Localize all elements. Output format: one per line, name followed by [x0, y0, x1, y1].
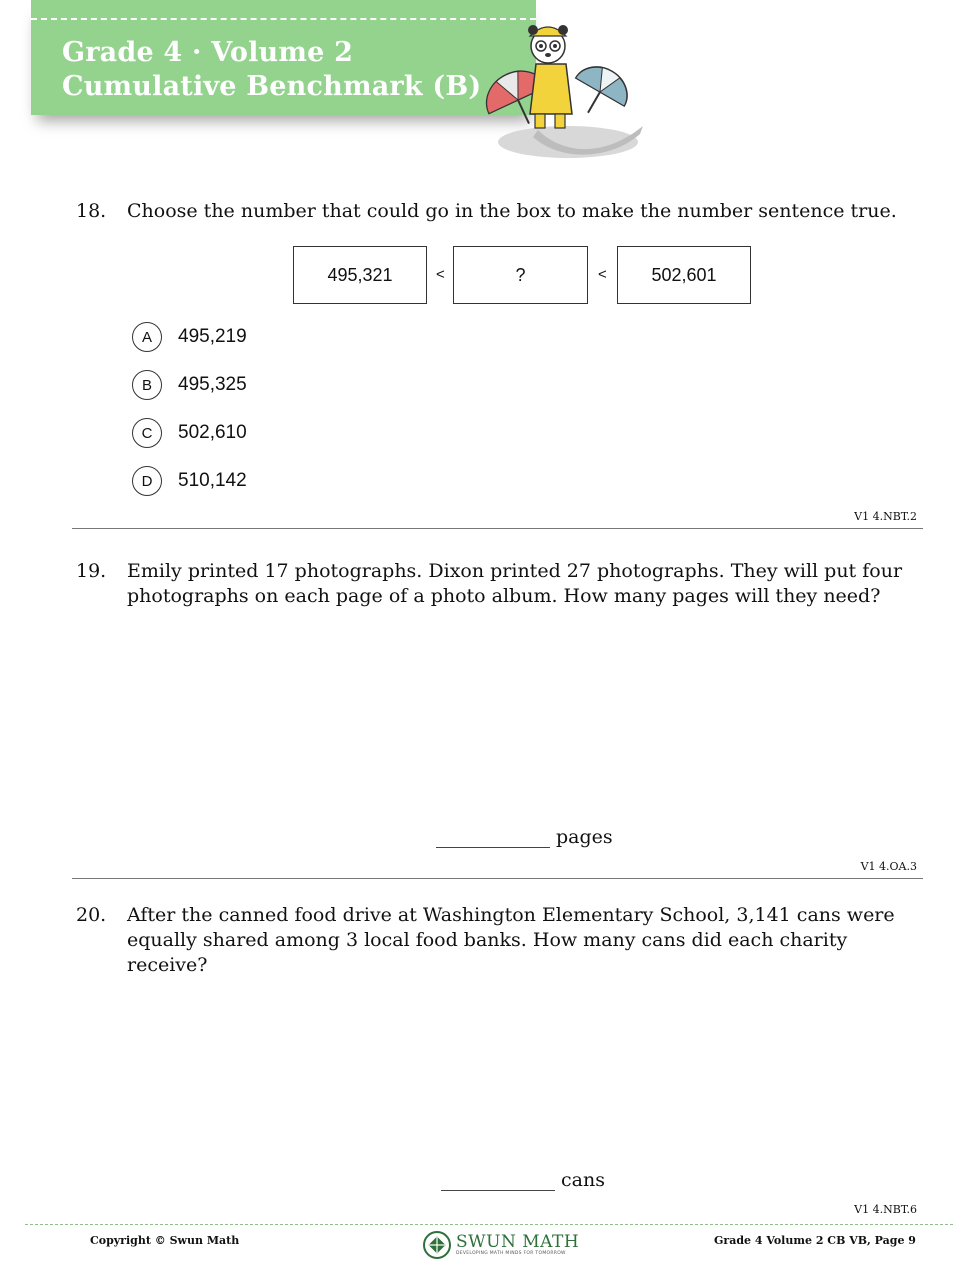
question-number: 19. [76, 560, 107, 582]
comparison-unknown-box: ? [453, 246, 588, 304]
option-value: 510,142 [178, 470, 247, 491]
option-letter-circle[interactable]: A [132, 322, 162, 352]
option-letter-circle[interactable]: D [132, 466, 162, 496]
answer-blank[interactable] [436, 830, 550, 848]
question-number: 18. [76, 200, 107, 222]
answer-unit: pages [556, 826, 613, 848]
header-banner [31, 0, 536, 115]
answer-blank[interactable] [441, 1173, 555, 1191]
question-text: Choose the number that could go in the box to make the number sentence true. [127, 200, 897, 222]
logo-name: SWUN MATH [456, 1231, 580, 1252]
footer-dashed-line [25, 1224, 953, 1225]
page-info: Grade 4 Volume 2 CB VB, Page 9 [714, 1234, 916, 1247]
option-value: 495,219 [178, 326, 247, 347]
option-d[interactable] [132, 466, 247, 496]
comparison-left-box: 495,321 [293, 246, 427, 304]
swun-logo-icon [422, 1230, 452, 1260]
section-divider [72, 528, 923, 529]
option-a[interactable] [132, 322, 247, 352]
logo-tagline: DEVELOPING MATH MINDS FOR TOMORROW [456, 1250, 566, 1256]
option-value: 495,325 [178, 374, 247, 395]
standard-code: V1 4.OA.3 [860, 860, 917, 873]
comparison-right-box: 502,601 [617, 246, 751, 304]
section-divider [72, 878, 923, 879]
swun-math-logo [422, 1230, 579, 1260]
less-than-sign: < [436, 266, 445, 283]
option-b[interactable] [132, 370, 247, 400]
option-value: 502,610 [178, 422, 247, 443]
answer-unit: cans [561, 1169, 605, 1191]
panda-mascot-icon [478, 22, 653, 168]
question-number: 20. [76, 904, 107, 926]
less-than-sign: < [598, 266, 607, 283]
standard-code: V1 4.NBT.2 [854, 510, 917, 523]
answer-line [441, 1169, 605, 1191]
option-letter-circle[interactable]: B [132, 370, 162, 400]
standard-code: V1 4.NBT.6 [854, 1203, 917, 1216]
option-c[interactable] [132, 418, 247, 448]
question-text: Emily printed 17 photographs. Dixon printed 27 photographs. They will put four photographs on each page of a photo album. How many pages will they need? [127, 560, 903, 607]
page-title [62, 36, 481, 104]
option-letter-circle[interactable]: C [132, 418, 162, 448]
question-text: After the canned food drive at Washington Elementary School, 3,141 cans were equally shared among 3 local food banks. How many cans did each charity receive? [127, 904, 895, 976]
answer-line [436, 826, 613, 848]
banner-dashed-line [31, 18, 536, 20]
title-line-2: Cumulative Benchmark (B) [62, 71, 482, 102]
copyright-text: Copyright © Swun Math [90, 1234, 240, 1247]
title-line-1: Grade 4 · Volume 2 [62, 37, 354, 68]
